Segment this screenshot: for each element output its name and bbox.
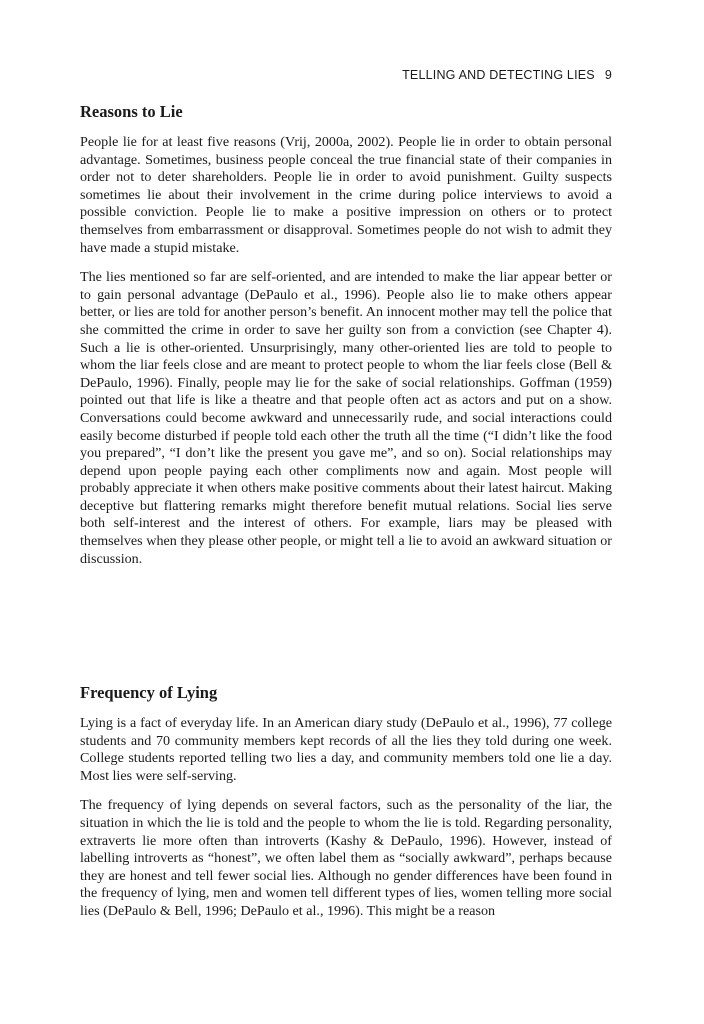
section-heading: Reasons to Lie	[80, 102, 183, 121]
running-title: TELLING AND DETECTING LIES	[402, 68, 595, 82]
section-reasons-to-lie	[80, 101, 612, 580]
paragraph: The lies mentioned so far are self-oriented, and are intended to make the liar appear better or to gain personal advantage (DePaulo et al., 1996). People also lie to make others appear better, or lies are told for another person’s benefit. An innocent mother may tell the police that she committed the crime in order to save her guilty son from a conviction (see Chapter 4). Such a lie is other-oriented. Unsurprisingly, many other-oriented lies are told to people to whom the liar feels close and are meant to protect people to whom the liar feels close (Bell & DePaulo, 1996). Finally, people may lie for the sake of social relationships. Goffman (1959) pointed out that life is like a theatre and that people often act as actors and put on a show. Conversations could become awkward and unnecessarily rude, and social interactions could easily become disturbed if people told each other the truth all the time (“I didn’t like the food you prepared”, “I don’t like the present you gave me”, and so on). Social relationships may depend upon people paying each other compliments now and again. Most people will probably appreciate it when others make positive comments about their latest haircut. Making deceptive but flattering remarks might therefore benefit mutual relations. Social lies serve both self-interest and the interest of others. For example, liars may be pleased with themselves when they please other people, or might tell a lie to avoid an awkward situation or discussion.	[80, 269, 612, 567]
page-number: 9	[604, 68, 612, 82]
paragraph: People lie for at least five reasons (Vrij, 2000a, 2002). People lie in order to obtain personal advantage. Sometimes, business people conceal the true financial state of their companies in order not to deter shareholders. People lie in order to avoid punishment. Guilty suspects sometimes lie about their involvement in the crime during police interviews to avoid a possible conviction. People lie to make a positive impression on others or to protect themselves from embarrassment or disapproval. Sometimes people do not wish to admit they have made a stupid mistake.	[80, 134, 612, 256]
section-heading: Frequency of Lying	[80, 683, 218, 702]
section-frequency-of-lying	[80, 682, 612, 933]
paragraph: Lying is a fact of everyday life. In an American diary study (DePaulo et al., 1996), 77 college students and 70 community members kept records of all the lies they told during one week. College students reported telling two lies a day, and community members told one lie a day. Most lies were self-serving.	[80, 715, 612, 784]
paragraph: The frequency of lying depends on several factors, such as the personality of the liar, the situation in which the lie is told and the people to whom the lie is told. Regarding personality, extraverts lie more often than introverts (Kashy & DePaulo, 1996). However, instead of labelling introverts as “honest”, we often label them as “socially awkward”, perhaps because they are honest and tell fewer social lies. Although no gender differences have been found in the frequency of lying, men and women tell different types of lies, women telling more social lies (DePaulo & Bell, 1996; DePaulo et al., 1996). This might be a reason	[80, 797, 612, 919]
running-header	[402, 68, 612, 82]
